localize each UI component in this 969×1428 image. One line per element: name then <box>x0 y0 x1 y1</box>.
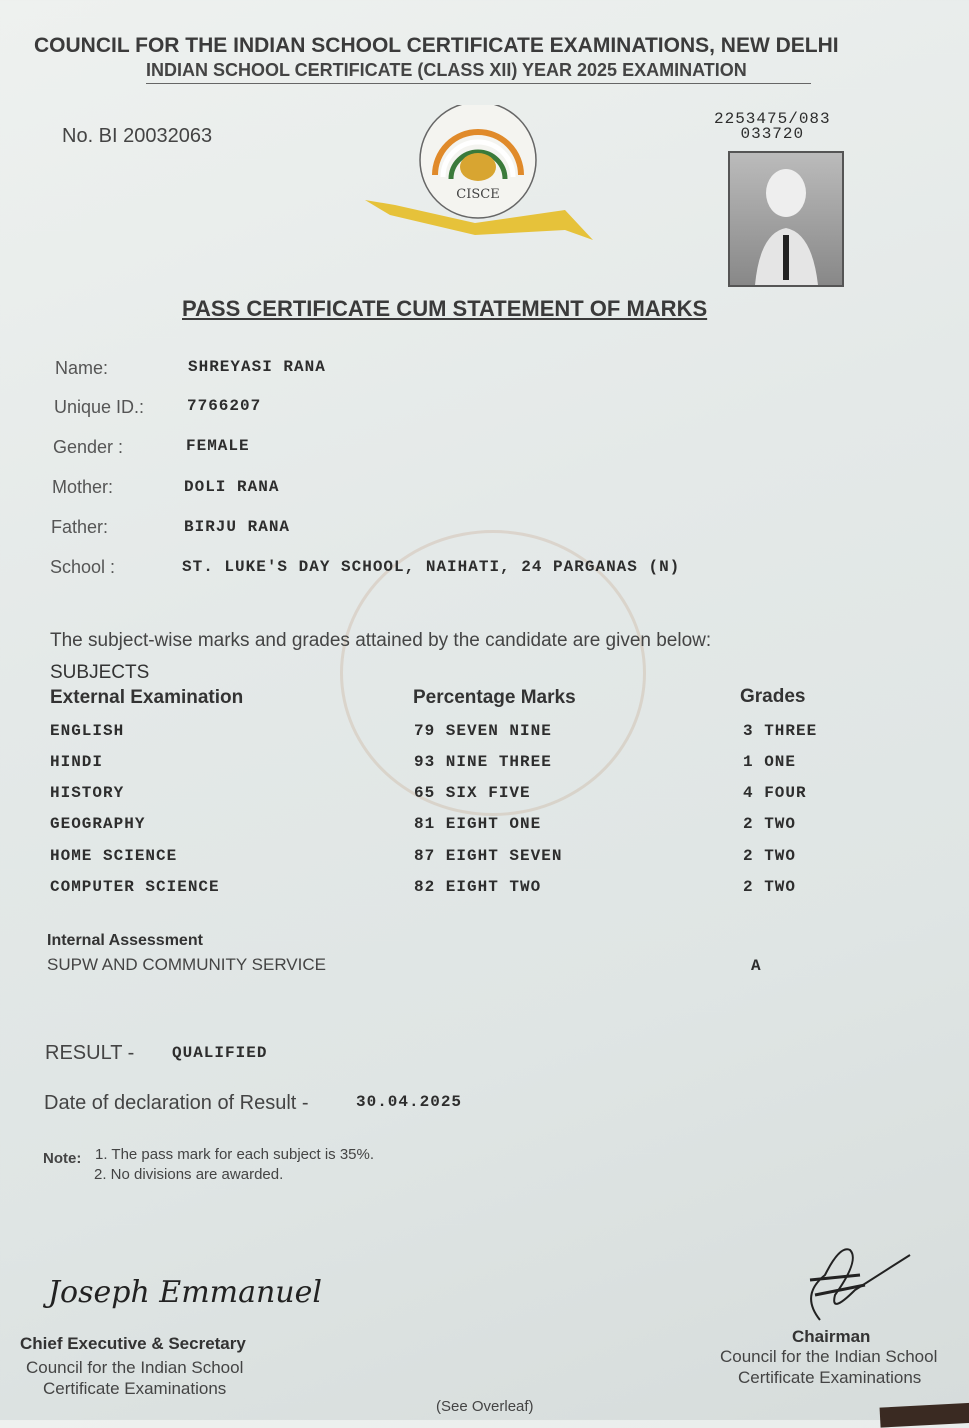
marks-intro: The subject-wise marks and grades attained by the candidate are given below: <box>50 630 712 651</box>
chairman-signature <box>780 1235 920 1340</box>
uid-label: Unique ID.: <box>54 397 145 417</box>
see-overleaf: (See Overleaf) <box>436 1398 534 1415</box>
subject-name: HOME SCIENCE <box>50 847 178 865</box>
note-1: 1. The pass mark for each subject is 35%. <box>95 1146 375 1163</box>
grade: 3 THREE <box>743 722 818 740</box>
mother-value: DOLI RANA <box>184 478 280 496</box>
secretary-org-1: Council for the Indian School <box>26 1358 244 1377</box>
gender-value: FEMALE <box>186 437 250 455</box>
subject-name: COMPUTER SCIENCE <box>50 878 220 896</box>
percentage-marks: 87 EIGHT SEVEN <box>414 847 563 865</box>
grade: 2 TWO <box>743 815 797 833</box>
school-label: School : <box>50 557 116 577</box>
secretary-org-2: Certificate Examinations <box>43 1379 227 1398</box>
serial-number: No. BI 20032063 <box>62 125 213 147</box>
external-heading: External Examination <box>50 687 244 708</box>
percentage-marks: 81 EIGHT ONE <box>414 815 542 833</box>
percentage-marks: 65 SIX FIVE <box>414 784 531 802</box>
reference-numbers <box>714 112 831 142</box>
grade: 2 TWO <box>743 878 797 896</box>
declaration-date: 30.04.2025 <box>356 1093 463 1111</box>
gender-label: Gender : <box>53 437 124 457</box>
cisce-logo <box>365 105 595 245</box>
exam-heading: INDIAN SCHOOL CERTIFICATE (CLASS XII) YEAR 2025 EXAMINATION <box>146 60 747 80</box>
internal-heading: Internal Assessment <box>47 932 203 949</box>
uid-value: 7766207 <box>187 397 262 415</box>
result-value: QUALIFIED <box>172 1044 268 1062</box>
secretary-signature: Joseph Emmanuel <box>48 1275 322 1310</box>
grade: 4 FOUR <box>743 784 807 802</box>
chairman-title: Chairman <box>792 1327 871 1346</box>
internal-grade: A <box>751 957 762 975</box>
divider <box>146 83 811 84</box>
ref-line-1: 2253475/083 <box>714 110 831 128</box>
result-label: RESULT - <box>45 1042 135 1064</box>
subject-name: HINDI <box>50 753 104 771</box>
father-value: BIRJU RANA <box>184 518 291 536</box>
grade: 2 TWO <box>743 847 797 865</box>
candidate-photo <box>728 151 844 287</box>
mother-label: Mother: <box>52 477 114 497</box>
declaration-date-label: Date of declaration of Result - <box>44 1092 309 1114</box>
name-value: SHREYASI RANA <box>188 358 326 376</box>
school-value: ST. LUKE'S DAY SCHOOL, NAIHATI, 24 PARGANAS (N) <box>182 558 681 576</box>
grades-heading: Grades <box>740 686 806 707</box>
subjects-heading: SUBJECTS <box>50 662 150 683</box>
subject-name: GEOGRAPHY <box>50 815 146 833</box>
chairman-org-1: Council for the Indian School <box>720 1347 938 1366</box>
subject-name: HISTORY <box>50 784 125 802</box>
secretary-title: Chief Executive & Secretary <box>20 1334 246 1353</box>
percentage-marks: 82 EIGHT TWO <box>414 878 542 896</box>
council-heading: COUNCIL FOR THE INDIAN SCHOOL CERTIFICATE EXAMINATIONS, NEW DELHI <box>34 34 839 57</box>
ref-line-2: 033720 <box>740 125 805 143</box>
chairman-org-2: Certificate Examinations <box>738 1368 922 1387</box>
document-title: PASS CERTIFICATE CUM STATEMENT OF MARKS <box>182 296 708 321</box>
percentage-marks: 93 NINE THREE <box>414 753 552 771</box>
note-label: Note: <box>43 1150 82 1167</box>
name-label: Name: <box>55 358 109 378</box>
table-edge <box>880 1402 969 1427</box>
logo-text: CISCE <box>456 187 500 202</box>
percentage-marks: 79 SEVEN NINE <box>414 722 552 740</box>
father-label: Father: <box>51 517 109 537</box>
grade: 1 ONE <box>743 753 797 771</box>
note-2: 2. No divisions are awarded. <box>94 1166 284 1183</box>
internal-subject: SUPW AND COMMUNITY SERVICE <box>47 955 326 974</box>
marks-heading: Percentage Marks <box>413 687 576 708</box>
subject-name: ENGLISH <box>50 722 125 740</box>
